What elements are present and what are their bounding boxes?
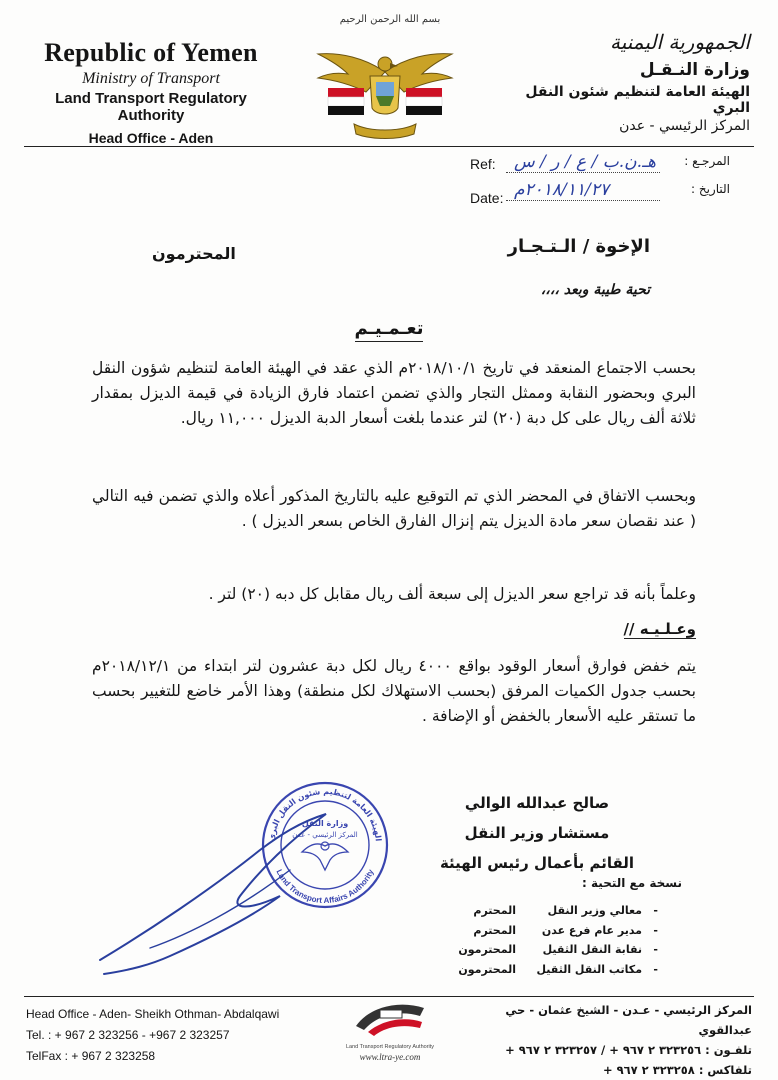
reference-block: [470, 152, 730, 208]
signatory-title-1: مستشار وزير النقل: [464, 824, 610, 842]
cc-title-honorific: المحترم: [473, 904, 516, 917]
cc-bullet: -: [653, 943, 658, 956]
therefore-text: وعـلـيـه //: [623, 620, 696, 638]
cc-bullet: -: [653, 904, 658, 917]
cc-title: نسخة مع التحية :: [582, 876, 682, 890]
footer-address-ar: المركز الرئيسي - عـدن - الشيخ عثمان - حي عبدالقوي: [505, 1003, 752, 1037]
footer-address-en: Head Office - Aden- Sheikh Othman- Abdalqawi: [26, 1007, 280, 1021]
date-label-en: Date:: [470, 190, 504, 206]
office-name-ar: المركز الرئيسي - عدن: [619, 118, 750, 134]
therefore-heading: [624, 620, 696, 638]
body-paragraph-1: بحسب الاجتماع المنعقد في تاريخ ٢٠١٨/١٠/١م الذي عقد في الهيئة العامة لتنظيم شؤون النقل البري وبحضور النقابة وممثل التجار والذي تضمن اعتماد فارق الزيادة في قيمة الديزل بمقدار ثلاثة ألف ريال على كل دبة (٢٠) لتر عندما بلغت أسعار الدبة الديزل ١١,٠٠٠ ريال.: [92, 359, 696, 427]
footer-website: www.ltra-ye.com: [359, 1052, 421, 1062]
cc-bullet: -: [653, 962, 658, 976]
authority-name-en: Land Transport Regulatory Authority: [55, 90, 247, 124]
footer-contact-ar: [452, 1000, 752, 1080]
ministry-name-en: Ministry of Transport: [82, 70, 220, 87]
cc-recipient: نقابة النقل الثقيل: [542, 943, 642, 956]
cc-item: [458, 924, 658, 944]
date-row: [470, 180, 730, 208]
body-paragraph-3: وعلماً بأنه قد تراجع سعر الديزل إلى سبعة ألف ريال مقابل كل دبه (٢٠) لتر .: [208, 585, 696, 603]
letterhead-english: [26, 38, 276, 146]
letterhead-arabic: [490, 30, 750, 134]
greeting: تحية طيبة وبعد ،،،،: [540, 282, 650, 298]
ref-label-ar: المرجـع :: [684, 154, 730, 168]
country-name-en: Republic of Yemen: [44, 38, 258, 67]
stamp-line-1: وزارة النقل: [301, 819, 349, 828]
stamp-line-2: المركز الرئيسي - عدن: [292, 831, 358, 839]
date-value: ٢٠١٨/١١/٢٧م: [514, 180, 610, 200]
cc-recipient: معالي وزير النقل: [547, 904, 642, 917]
date-dotted-line: [506, 200, 660, 201]
cc-recipient: مدير عام فرع عدن: [541, 923, 642, 937]
body-paragraph-4: يتم خفض فوارق أسعار الوقود بواقع ٤٠٠٠ ريال لكل دبة عشرون لتر ابتداء من ٢٠١٨/١٢/١م بحسب جدول الكميات المرفق (بحسب الاستهلاك لكل منطقة) وهذا الأمر خاضع للتغيير بحسب ما تستقر عليه الأسعار بالخفض أو الإضافة .: [92, 657, 697, 725]
country-name-ar: الجمهورية اليمنية: [609, 30, 750, 54]
ministry-name-ar: وزارة النـقـل: [639, 60, 750, 80]
cc-title-honorific: المحترم: [473, 923, 516, 937]
yemen-emblem-icon: [310, 38, 460, 142]
signatory-title-2: القائم بأعمال رئيس الهيئة: [439, 854, 635, 872]
body-paragraph-2: وبحسب الاتفاق في المحضر الذي تم التوقيع عليه بالتاريخ المذكور أعلاه والذي تضمن فيه التالي ( عند نقصان سعر مادة الديزل يتم إنزال الفارق الخاص بسعر الديزل ) .: [92, 487, 696, 530]
cc-recipient: مكاتب النقل الثقيل: [536, 962, 642, 976]
footer-tel-ar: تلفـون : ٣٢٣٢٥٦ ٢ ٩٦٧ + / ٣٢٣٢٥٧ ٢ ٩٦٧ +: [505, 1043, 752, 1057]
footer-logo-caption: Land Transport Regulatory Authority: [345, 1044, 435, 1050]
addressee: الإخوة / الـتـجـار: [507, 236, 650, 257]
addressee-honorific: المحترمون: [152, 244, 236, 263]
ref-row: [470, 152, 730, 180]
footer-telfax-en: TelFax : + 967 2 323258: [26, 1049, 156, 1063]
cc-title-honorific: المحترمون: [458, 962, 516, 976]
cc-item: [458, 943, 658, 963]
footer-telfax-ar: تلفاكس : ٣٢٣٢٥٨ ٢ ٩٦٧ +: [602, 1063, 752, 1077]
stamp-ring-text-en: Land Transport Affairs Authority: [274, 867, 376, 906]
subject-text: تعـمـيـم: [355, 318, 424, 342]
subject-heading: [0, 318, 778, 339]
cc-item: [458, 963, 658, 983]
handwritten-signature-icon: [90, 810, 350, 980]
footer-tel-en: Tel. : + 967 2 323256 - +967 2 323257: [26, 1028, 230, 1042]
ref-value: هـ.ن.ب / ع / ر / س: [514, 152, 656, 172]
ref-label-en: Ref:: [470, 156, 496, 172]
cc-title-honorific: المحترمون: [458, 943, 516, 956]
footer-contact-en: [26, 1004, 279, 1067]
office-name-en: Head Office - Aden: [88, 130, 214, 146]
header-divider: [24, 146, 754, 147]
basmala: بسم الله الرحمن الرحيم: [339, 14, 441, 25]
stamp-ring-text-ar: الهيئة العامة لتنظيم شئون النقل البري: [267, 786, 383, 842]
signatory-name: صالح عبدالله الوالي: [464, 794, 610, 812]
date-label-ar: التاريخ :: [690, 182, 730, 196]
cc-bullet: -: [653, 923, 658, 937]
footer-logo: [330, 996, 450, 1076]
cc-item: [458, 904, 658, 924]
ref-dotted-line: [506, 172, 660, 173]
authority-name-ar: الهيئة العامة لتنظيم شئون النقل البري: [525, 84, 750, 116]
cc-list: [458, 904, 658, 982]
signatory-block: [412, 788, 662, 878]
authority-logo-icon: [350, 996, 430, 1040]
